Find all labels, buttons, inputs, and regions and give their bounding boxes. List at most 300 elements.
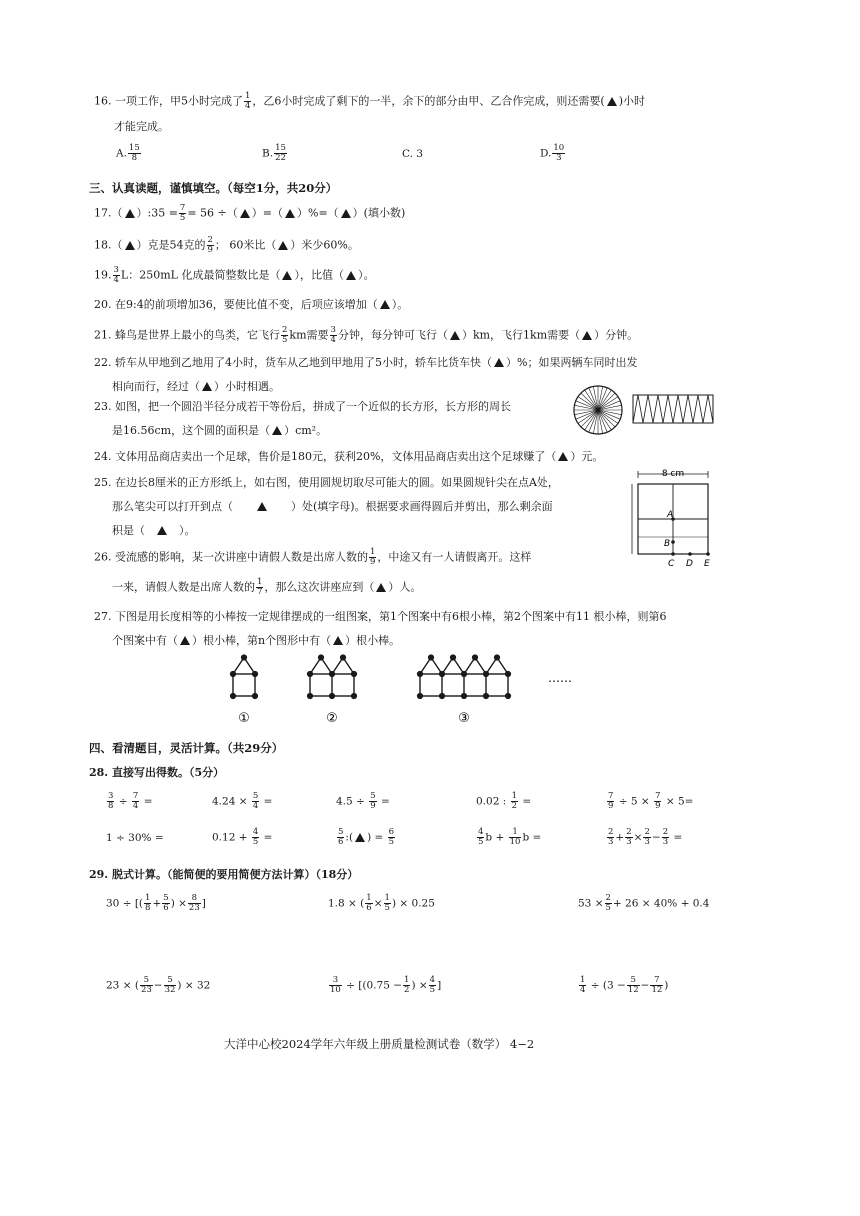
denominator: 5 [282, 335, 288, 345]
denominator: 9 [370, 801, 376, 811]
text: = [143, 795, 153, 808]
text: ）分钟。 [594, 328, 639, 342]
pattern-label-1: ① [238, 711, 250, 726]
joint [451, 655, 456, 660]
numerator: 5 [140, 976, 153, 986]
q23-circle-figure [572, 384, 624, 436]
text: 18.（ [94, 238, 123, 252]
text: 23 × ( [106, 979, 139, 992]
stick-patterns [231, 655, 511, 698]
rectangle-sectors [633, 395, 713, 423]
blank-triangle-icon [333, 636, 343, 645]
denominator: 9 [207, 245, 213, 255]
fraction [650, 976, 663, 995]
fraction [388, 828, 395, 847]
numerator: 1 [511, 791, 518, 801]
denominator: 8 [108, 801, 114, 811]
numerator: 5 [252, 791, 259, 801]
q29-expr-2 [328, 894, 435, 913]
denominator: 5 [384, 903, 390, 913]
numerator: 7 [179, 203, 186, 213]
numerator: 1 [384, 893, 390, 903]
width-label: 8 cm [661, 469, 685, 479]
numerator: 15 [128, 143, 140, 153]
joint [253, 694, 258, 699]
point-b [671, 540, 675, 544]
text: 16. 一项工作，甲5小时完成了 [94, 94, 243, 108]
sector-line [598, 410, 615, 427]
denominator: 5 [388, 837, 395, 847]
joint [319, 655, 324, 660]
text: ）cm²。 [284, 424, 328, 437]
joint [495, 655, 500, 660]
q29-title: 29. 脱式计算。（能简便的要用简便方法计算）（18分） [89, 868, 359, 881]
denominator: 10 [330, 985, 341, 995]
numerator: 1 [257, 577, 263, 587]
text: 22. 轿车从甲地到乙地用了4小时，货车从乙地到甲地用了5小时，轿车比货车快（ [94, 356, 492, 369]
fraction [337, 828, 344, 847]
text: 24. 文体用品商店卖出一个足球，售价是180元，获利20%，文体用品商店卖出这个足球赚了（ [94, 450, 557, 463]
q28-expr-6: 1 ÷ 30% = [106, 832, 164, 844]
numerator: 7 [132, 791, 139, 801]
text: × [633, 831, 643, 844]
sector-line [581, 410, 598, 427]
blank-triangle-icon [558, 452, 568, 461]
q28-expr-1 [106, 792, 153, 811]
q16-option-c: C. 3 [402, 148, 424, 160]
text: 分钟，每分钟可飞行（ [337, 328, 448, 342]
joint [330, 672, 335, 677]
joint [440, 672, 445, 677]
q27-line1: 27. 下图是用长度相等的小棒按一定规律摆成的一组图案，第1个图案中有6根小棒，第2个图案中有11 根小棒，则第6 [94, 610, 667, 623]
numerator: 2 [644, 827, 650, 837]
q19 [94, 266, 374, 285]
text: 1.8 × ( [328, 897, 365, 910]
numerator: 2 [626, 827, 632, 837]
fraction [113, 266, 120, 285]
text: 是16.56cm，这个圆的面积是（ [112, 424, 271, 437]
q28-title: 28. 直接写出得数。（5分） [89, 766, 225, 779]
stick-pattern-2 [308, 655, 357, 698]
blank-triangle-icon [125, 209, 135, 218]
text: B. [262, 147, 274, 160]
q29-expr-5 [328, 976, 441, 995]
squares-outline [233, 674, 255, 696]
section-4-title: 四、看清题目，灵活计算。（共29分） [89, 741, 284, 755]
blank-triangle-icon [494, 358, 504, 367]
label-b: B [664, 539, 671, 549]
text: = [380, 795, 390, 808]
denominator: 5 [179, 213, 186, 223]
text: L：250mL 化成最简整数比是（ [120, 268, 281, 282]
text: = [522, 795, 532, 808]
blank-triangle-icon [278, 241, 288, 250]
numerator: 2 [207, 235, 213, 245]
fraction [625, 828, 632, 847]
blank-triangle-icon [376, 583, 386, 592]
text: ) × 32 [177, 979, 211, 992]
fraction [274, 144, 287, 163]
text: ，那么这次讲座应到（ [264, 580, 375, 594]
fraction [207, 236, 214, 255]
q18 [94, 236, 359, 255]
fraction [607, 828, 614, 847]
q29-expr-4 [106, 976, 210, 995]
fraction [365, 894, 372, 913]
denominator: 9 [370, 557, 376, 567]
fraction [662, 828, 669, 847]
text: 个图案中有（ [112, 634, 178, 647]
text: × [373, 897, 383, 910]
q28-expr-10 [606, 828, 682, 847]
text: ) × [411, 979, 428, 992]
fraction [403, 976, 410, 995]
fraction [552, 144, 565, 163]
text: ）处(填字母)。根据要求画得圆后并剪出，那么剩余面 [291, 500, 553, 513]
text: km需要 [289, 328, 329, 342]
blank-triangle-icon [272, 426, 282, 435]
q16-option-d [540, 144, 566, 163]
stick-pattern-3 [418, 655, 511, 698]
sector-line [598, 393, 615, 410]
fraction [188, 894, 201, 913]
fraction [329, 976, 342, 995]
fraction [162, 894, 169, 913]
denominator: 6 [163, 903, 169, 913]
fraction [252, 792, 259, 811]
numerator: 3 [330, 325, 336, 335]
text: × 5= [665, 795, 694, 808]
q22-line1 [94, 354, 637, 372]
text: 0.02 : [476, 795, 507, 808]
text: ）。 [357, 268, 375, 282]
text: ，中途又有一人请假离开。这样 [377, 550, 532, 564]
text: 相向而行，经过（ [112, 380, 200, 393]
q20 [94, 296, 408, 314]
denominator: 7 [257, 587, 263, 597]
blank-triangle-icon [607, 97, 617, 106]
denominator: 5 [429, 985, 436, 995]
q28-expr-8 [336, 828, 396, 847]
fraction [511, 792, 518, 811]
denominator: 3 [556, 153, 562, 163]
text: − [640, 979, 650, 992]
joint [352, 694, 357, 699]
q17 [94, 204, 405, 223]
q26-line2 [112, 578, 421, 597]
blank-triangle-icon [380, 300, 390, 309]
text: ÷ 5 × [618, 795, 650, 808]
q26-line1 [94, 548, 531, 567]
blank-triangle-icon [355, 833, 365, 842]
denominator: 22 [275, 153, 286, 163]
joint [506, 694, 511, 699]
q28-expr-2 [212, 792, 272, 811]
text: 17.（ [94, 206, 123, 220]
q16-line1 [94, 92, 645, 111]
denominator: 5 [252, 837, 259, 847]
denominator: 6 [366, 903, 372, 913]
numerator: 7 [650, 976, 663, 986]
fraction [140, 976, 153, 995]
circle-sectors [574, 386, 622, 434]
text: ）克是54克的 [136, 238, 206, 252]
sector-line [581, 393, 598, 410]
q27-pattern-figure [220, 650, 620, 726]
text: ）%=（ [297, 206, 339, 220]
numerator: 4 [478, 827, 484, 837]
numerator: 7 [655, 791, 661, 801]
denominator: 10 [509, 837, 521, 847]
numerator: 2 [608, 827, 614, 837]
q29-expr-3 [578, 894, 709, 913]
q29-expr-6 [578, 976, 668, 995]
text: = [673, 831, 683, 844]
text: ) × [170, 897, 187, 910]
label-d: D [686, 559, 693, 569]
text: )小时 [618, 94, 646, 108]
denominator: 6 [338, 837, 344, 847]
denominator: 23 [188, 903, 200, 913]
numerator: 3 [329, 976, 342, 986]
numerator: 3 [113, 265, 119, 275]
numerator: 1 [366, 893, 372, 903]
denominator: 23 [140, 985, 152, 995]
joint [308, 694, 313, 699]
q25-square-figure [624, 468, 720, 572]
fraction [244, 92, 251, 111]
numerator: 7 [608, 791, 614, 801]
fraction [477, 828, 484, 847]
q28-expr-9 [476, 828, 541, 847]
text: ）:35 = [136, 206, 178, 220]
denominator: 5 [605, 903, 611, 913]
numerator: 2 [605, 893, 611, 903]
text: ÷ [118, 795, 128, 808]
numerator: 4 [429, 975, 436, 985]
q28-expr-3 [336, 792, 390, 811]
numerator: 1 [145, 893, 151, 903]
fraction [107, 792, 114, 811]
fraction [281, 326, 288, 345]
fraction [429, 976, 436, 995]
text: 0.12 + [212, 831, 248, 844]
denominator: 3 [662, 837, 669, 847]
text: ，乙6小时完成了剩下的一半，余下的部分由甲、乙合作完成，则还需要( [252, 94, 605, 108]
joint [231, 672, 236, 677]
denominator: 4 [330, 335, 336, 345]
q27-line2 [112, 632, 400, 650]
text: 一来，请假人数是出席人数的 [112, 580, 255, 594]
text: = [263, 795, 273, 808]
text: ÷ [(0.75 − [346, 979, 403, 992]
numerator: 3 [108, 791, 114, 801]
q28-expr-5 [606, 792, 693, 811]
denominator: 3 [608, 837, 614, 847]
denominator: 8 [131, 153, 138, 163]
text: ）%；如果两辆车同时出发 [506, 356, 638, 369]
text: ] [437, 979, 442, 992]
joint [242, 655, 247, 660]
fraction [579, 976, 586, 995]
text: + [615, 831, 625, 844]
fraction [128, 144, 141, 163]
blank-triangle-icon [202, 382, 212, 391]
label-a: A [667, 510, 674, 520]
text: ) × 0.25 [391, 897, 435, 910]
joint [484, 694, 489, 699]
joint [330, 694, 335, 699]
numerator: 15 [275, 143, 286, 153]
q25-line1: 25. 在边长8厘米的正方形纸上，如右图，使用圆规切取尽可能大的圆。如果圆规针尖在点A处， [94, 476, 559, 489]
text: ）元。 [570, 450, 604, 463]
q29-expr-1 [106, 894, 206, 913]
blank-triangle-icon [346, 271, 356, 280]
joint [462, 672, 467, 677]
q16-line2: 才能完成。 [114, 120, 169, 133]
denominator: 12 [651, 985, 663, 995]
text: 积是（ [112, 524, 145, 537]
blank-triangle-icon [282, 271, 292, 280]
text: − [651, 831, 661, 844]
text: ) = [367, 831, 384, 844]
joint [429, 655, 434, 660]
text: ）人。 [388, 580, 422, 594]
q23-rectangle-figure [632, 394, 714, 424]
q16-option-a [116, 144, 142, 163]
text: 那么笔尖可以打开到点（ [112, 500, 233, 513]
fraction [509, 828, 522, 847]
text: D. [540, 147, 552, 160]
text: + 26 × 40% + 0.4 [612, 897, 710, 910]
denominator: 5 [478, 837, 484, 847]
fraction [179, 204, 186, 223]
point-d [688, 552, 692, 556]
blank-triangle-icon [125, 241, 135, 250]
text: ）km，飞行1km需要（ [461, 328, 581, 342]
label-c: C [668, 559, 675, 569]
blank-triangle-icon [450, 331, 460, 340]
text: ）。 [391, 298, 409, 311]
numerator: 1 [370, 547, 376, 557]
text: ）。 [179, 524, 196, 537]
fraction [132, 792, 139, 811]
q23-line1: 23. 如图，把一个圆沿半径分成若干等份后，拼成了一个近似的长方形，长方形的周长 [94, 400, 511, 413]
joint [484, 672, 489, 677]
blank-triangle-icon [257, 502, 267, 511]
fraction [164, 976, 177, 995]
fraction [369, 792, 376, 811]
text: b + [485, 831, 505, 844]
fraction [654, 792, 661, 811]
text: ）根小棒。 [345, 634, 401, 647]
blank-triangle-icon [341, 209, 351, 218]
q28-expr-4 [476, 792, 531, 811]
blank-triangle-icon [157, 526, 167, 535]
denominator: 4 [252, 801, 259, 811]
numerator: 10 [553, 143, 565, 153]
numerator: 1 [509, 828, 522, 838]
fraction [369, 548, 376, 567]
blank-triangle-icon [240, 209, 250, 218]
denominator: 12 [627, 985, 639, 995]
fraction [627, 976, 640, 995]
text: ）小时相遇。 [214, 380, 280, 393]
q22-line2 [112, 378, 280, 396]
blank-triangle-icon [285, 209, 295, 218]
text: 19. [94, 268, 112, 282]
denominator: 9 [608, 801, 614, 811]
numerator: 2 [662, 827, 669, 837]
joint [341, 655, 346, 660]
q28-expr-7 [212, 828, 272, 847]
joint [418, 694, 423, 699]
joint [352, 672, 357, 677]
text: ] [201, 897, 206, 910]
joint [253, 672, 258, 677]
text: b = [522, 831, 542, 844]
fraction [144, 894, 151, 913]
q23-line2 [112, 422, 327, 440]
fraction [330, 326, 337, 345]
blank-triangle-icon [180, 636, 190, 645]
fraction [605, 894, 612, 913]
fraction [643, 828, 650, 847]
joint [231, 694, 236, 699]
numerator: 5 [164, 976, 177, 986]
text: 4.5 ÷ [336, 795, 365, 808]
fraction [256, 578, 263, 597]
page-footer: 大洋中心校2024学年六年级上册质量检测试卷（数学） 4−2 [224, 1037, 535, 1051]
continuation-dots: …… [548, 671, 572, 685]
text: ) [664, 979, 669, 992]
text: ），比值（ [294, 268, 344, 282]
text: 26. 受流感的影响，某一次讲座中请假人数是出席人数的 [94, 550, 368, 564]
denominator: 32 [164, 985, 176, 995]
numerator: 6 [388, 827, 395, 837]
text: 20. 在9:4的前项增加36，要使比值不变，后项应该增加（ [94, 298, 378, 311]
fraction [384, 894, 391, 913]
text: 30 ÷ [( [106, 897, 144, 910]
numerator: 1 [580, 975, 586, 985]
point-c [671, 552, 675, 556]
numerator: 5 [338, 827, 344, 837]
section-3-title: 三、认真读题，谨慎填空。（每空1分，共20分） [89, 181, 338, 195]
joint [506, 672, 511, 677]
q25-line3 [112, 522, 196, 540]
numerator: 5 [627, 976, 640, 986]
numerator: 1 [404, 975, 410, 985]
fraction [607, 792, 614, 811]
q25-line2 [112, 498, 553, 516]
denominator: 2 [511, 801, 518, 811]
text: 4.24 × [212, 795, 248, 808]
denominator: 4 [113, 275, 119, 285]
numerator: 1 [245, 91, 251, 101]
joint [440, 694, 445, 699]
denominator: 2 [404, 985, 410, 995]
rectangle-outline [633, 395, 713, 423]
text: 53 × [578, 897, 604, 910]
text: ÷ (3 − [590, 979, 626, 992]
q24 [94, 448, 603, 466]
joint [462, 694, 467, 699]
text: :( [345, 831, 354, 844]
text: = [263, 831, 273, 844]
text: ）根小棒，第n个图形中有（ [192, 634, 332, 647]
text: ； 60米比（ [214, 238, 277, 252]
text: ）(填小数) [352, 206, 406, 220]
